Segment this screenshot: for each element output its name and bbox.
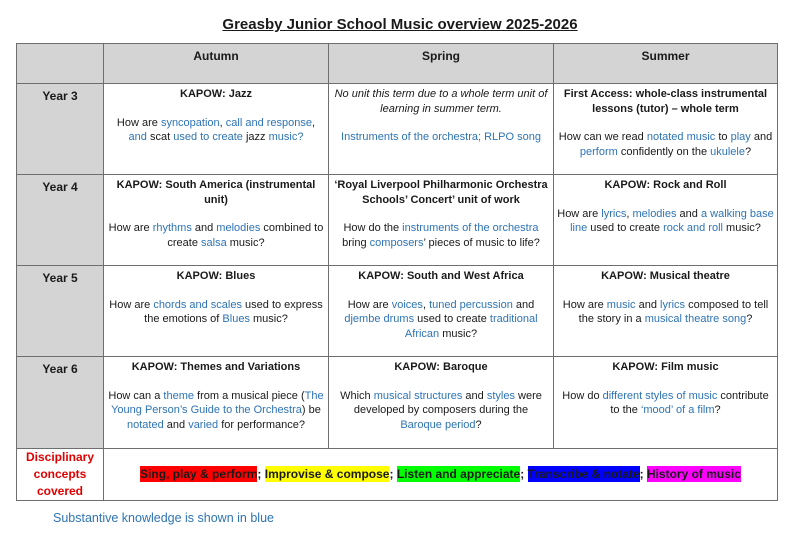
key-term: djembe drums bbox=[344, 313, 415, 325]
key-term: varied bbox=[188, 418, 219, 431]
question-text: How are bbox=[557, 207, 602, 220]
header-row bbox=[17, 44, 778, 84]
key-term: salsa bbox=[201, 236, 227, 249]
question-text: , bbox=[626, 207, 633, 220]
question-text: ? bbox=[475, 418, 482, 431]
key-question bbox=[562, 390, 768, 417]
music-overview-table bbox=[16, 43, 778, 501]
unit-cell bbox=[104, 357, 329, 449]
key-term: traditional African bbox=[404, 313, 538, 340]
unit-title: ‘Royal Liverpool Philharmonic Orchestra Schools’ Concert’ unit of work bbox=[334, 179, 548, 206]
unit-title: First Access: whole-class instrumental lessons (tutor) – whole term bbox=[563, 88, 768, 115]
key-question bbox=[563, 299, 768, 326]
question-text: ? bbox=[714, 404, 721, 416]
unit-cell bbox=[104, 175, 329, 266]
key-question bbox=[109, 299, 322, 326]
unit-cell bbox=[554, 357, 778, 449]
concepts-legend: Sing, play & perform; Improvise & compose; Listen and appreciate; Transcribe & notate; History of music bbox=[104, 449, 778, 501]
question-text: music? bbox=[722, 222, 761, 234]
question-text: contribute to the bbox=[610, 389, 769, 416]
key-term: a walking base line bbox=[570, 207, 774, 234]
key-term: musical theatre song bbox=[644, 313, 747, 325]
key-term: chords and scales bbox=[153, 298, 242, 311]
key-term: musical structures bbox=[373, 389, 463, 402]
year-label: Year 6 bbox=[17, 357, 104, 449]
question-text: ? bbox=[744, 145, 752, 158]
question-text: How do the bbox=[343, 222, 403, 234]
question-text: , bbox=[422, 298, 430, 311]
key-term: call and response bbox=[225, 116, 313, 129]
question-text: , bbox=[312, 116, 316, 129]
question-text: How are bbox=[116, 116, 161, 129]
key-term: lyrics bbox=[660, 298, 686, 311]
question-text: and bbox=[163, 418, 189, 431]
question-text: and bbox=[191, 222, 217, 234]
question-text: to bbox=[715, 131, 731, 143]
year-label: Year 5 bbox=[17, 266, 104, 357]
unit-title: KAPOW: South America (instrumental unit) bbox=[116, 179, 316, 206]
question-text: and bbox=[462, 389, 487, 402]
key-term: rock and roll bbox=[663, 222, 723, 234]
concept-improvise-compose: Improvise & compose bbox=[264, 467, 390, 482]
table-row bbox=[17, 84, 778, 175]
question-text: for performance? bbox=[218, 418, 305, 431]
key-term: voices bbox=[391, 298, 423, 311]
unit-cell bbox=[104, 266, 329, 357]
question-text: were developed by composers during the bbox=[353, 389, 542, 416]
key-term: instruments of the orchestra bbox=[402, 222, 539, 234]
unit-cell bbox=[329, 84, 554, 175]
disciplinary-concepts-label: Disciplinary concepts covered bbox=[17, 449, 104, 501]
key-question bbox=[559, 131, 772, 158]
unit-cell bbox=[329, 175, 554, 266]
unit-cell bbox=[329, 266, 554, 357]
key-term: styles bbox=[486, 389, 515, 402]
table-row bbox=[17, 357, 778, 449]
concept-listen-and-appreciate: Listen and appreciate bbox=[396, 467, 521, 482]
key-term: lyrics bbox=[601, 207, 627, 220]
key-term: composers bbox=[369, 236, 424, 249]
key-question bbox=[342, 222, 540, 249]
key-term: rhythms bbox=[152, 222, 192, 234]
key-term: and bbox=[128, 131, 150, 143]
unit-title: KAPOW: Blues bbox=[176, 270, 256, 282]
table-row bbox=[17, 175, 778, 266]
key-term: music bbox=[606, 298, 636, 311]
question-text: ) be bbox=[301, 404, 321, 416]
question-text: How are bbox=[108, 222, 153, 234]
key-term: Baroque period bbox=[400, 418, 476, 431]
key-term: Blues bbox=[222, 313, 250, 325]
question-text: music? bbox=[249, 313, 288, 325]
question-text: jazz bbox=[245, 131, 266, 143]
no-unit-note: No unit this term due to a whole term unit of learning in summer term. bbox=[334, 88, 548, 115]
question-text: and bbox=[512, 298, 535, 311]
question-text: and bbox=[750, 131, 773, 143]
key-term: play bbox=[730, 131, 751, 143]
question-text: confidently on the bbox=[617, 145, 711, 158]
question-text: from a musical piece ( bbox=[193, 389, 305, 402]
header-corner bbox=[17, 44, 104, 84]
key-term: ‘mood’ of a film bbox=[640, 404, 715, 416]
key-term: music? bbox=[265, 131, 304, 143]
unit-title: KAPOW: Themes and Variations bbox=[131, 361, 301, 373]
key-question bbox=[108, 390, 323, 431]
header-summer: Summer bbox=[554, 44, 778, 84]
key-term: theme bbox=[163, 389, 194, 402]
unit-cell bbox=[104, 84, 329, 175]
unit-title: KAPOW: Jazz bbox=[180, 88, 252, 100]
question-text: ? bbox=[746, 313, 753, 325]
key-term: melodies bbox=[216, 222, 261, 234]
key-term: perform bbox=[579, 145, 618, 158]
question-text: used to create bbox=[414, 313, 490, 325]
key-term: tuned percussion bbox=[429, 298, 513, 311]
question-text: ’ pieces of music to life? bbox=[423, 236, 540, 249]
key-term: notated bbox=[127, 418, 164, 431]
page-title: Greasby Junior School Music overview 2025-2026 bbox=[222, 16, 578, 33]
header-spring: Spring bbox=[329, 44, 554, 84]
header-autumn: Autumn bbox=[104, 44, 329, 84]
key-question bbox=[340, 390, 542, 431]
unit-cell bbox=[329, 357, 554, 449]
concept-sing-play-perform: Sing, play & perform bbox=[140, 467, 258, 482]
key-question bbox=[344, 299, 537, 340]
question-text: How can a bbox=[108, 389, 164, 402]
blue-text-footnote: Substantive knowledge is shown in blue bbox=[53, 511, 274, 525]
question-text: scat bbox=[149, 131, 171, 143]
question-text: used to express the emotions of bbox=[144, 298, 323, 325]
question-text: Which bbox=[340, 389, 374, 402]
question-text: and bbox=[635, 298, 660, 311]
question-text: How can we read bbox=[558, 131, 647, 143]
question-text: , bbox=[219, 116, 226, 129]
unit-note: Instruments of the orchestra; RLPO song bbox=[341, 131, 541, 143]
question-text: How are bbox=[347, 298, 392, 311]
key-question bbox=[109, 222, 324, 249]
key-question bbox=[117, 117, 315, 144]
question-text: combined to create bbox=[167, 222, 324, 249]
unit-title: KAPOW: Musical theatre bbox=[601, 270, 730, 282]
question-text: composed to tell the story in a bbox=[578, 298, 769, 325]
unit-cell bbox=[554, 175, 778, 266]
question-text: used to create bbox=[587, 222, 664, 234]
question-text: How are bbox=[109, 298, 154, 311]
key-term: notated music bbox=[646, 131, 716, 143]
unit-cell bbox=[554, 266, 778, 357]
key-term: ukulele bbox=[710, 145, 745, 158]
unit-title: KAPOW: Baroque bbox=[394, 361, 488, 373]
unit-cell bbox=[554, 84, 778, 175]
key-term: different styles of music bbox=[602, 389, 718, 402]
unit-title: KAPOW: Rock and Roll bbox=[604, 179, 727, 191]
table-row bbox=[17, 266, 778, 357]
question-text: and bbox=[676, 207, 701, 220]
concepts-row bbox=[17, 449, 778, 501]
year-label: Year 4 bbox=[17, 175, 104, 266]
key-question bbox=[557, 208, 774, 235]
unit-title: KAPOW: Film music bbox=[612, 361, 719, 373]
question-text: How are bbox=[562, 298, 607, 311]
key-term: The Young Person’s Guide to the Orchestra bbox=[111, 389, 324, 416]
question-text: music? bbox=[439, 327, 478, 340]
question-text: music? bbox=[226, 236, 265, 249]
key-term: melodies bbox=[632, 207, 677, 220]
key-term: used to create bbox=[170, 131, 246, 143]
question-text: bring bbox=[342, 236, 370, 249]
question-text: How do bbox=[562, 389, 603, 402]
key-term: syncopation bbox=[160, 116, 220, 129]
year-label: Year 3 bbox=[17, 84, 104, 175]
concept-history-of-music: History of music bbox=[646, 467, 741, 482]
unit-title: KAPOW: South and West Africa bbox=[358, 270, 524, 282]
concept-transcribe-notate: Transcribe & notate bbox=[527, 467, 640, 482]
